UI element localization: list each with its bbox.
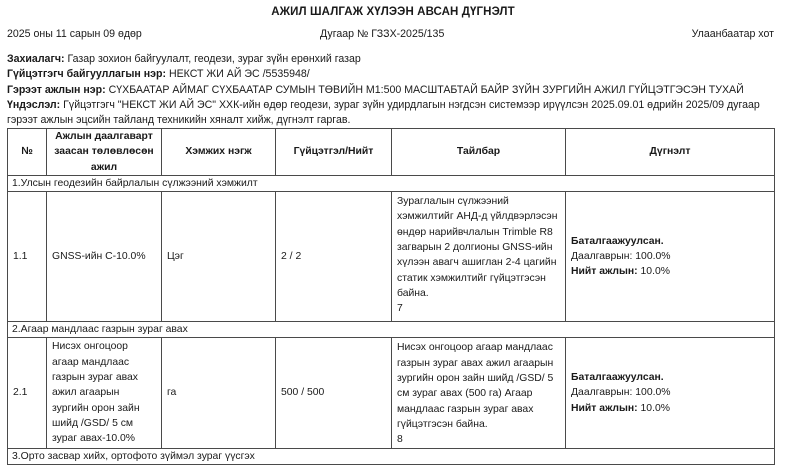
total-percent-label: Нийт ажлын: [571,402,638,414]
basis-label: Үндэслэл: [7,98,61,111]
description-note: 8 [397,434,403,446]
section-title: 1.Улсын геодезийн байрлалын сүлжээний хэмжилт [8,175,775,191]
section-title: 3.Орто засвар хийх, ортофото зүймэл зураг үүсгэх [8,448,775,464]
table-header-row [8,129,775,176]
document-date: 2025 оны 11 сарын 09 өдөр [7,28,142,40]
table-row [8,338,775,448]
info-block [7,52,777,128]
document-meta [7,28,774,42]
basis-line [7,98,777,129]
contract-line [7,83,777,98]
client-label: Захиалагч: [7,53,65,65]
basis-value: Гүйцэтгэгч "НЕКСТ ЖИ АЙ ЭС" ХХК-ийн өдөр геодези, зураг зүйн удирдлагын нэгдсэн системээр ирүүлсэн 2025.09.01 өдрийн 2025/09 дугаар гэрээт ажлын эцсийн тайланд техникийн хяналт хийж, дүгнэлт гаргав. [7,98,760,127]
description-note: 7 [397,303,403,315]
conclusion-status: Баталгаажуулсан. [571,235,664,247]
contractor-label: Гүйцэтгэгч байгууллагын нэр: [7,68,166,81]
row-no: 1.1 [8,192,47,322]
contract-label: Гэрээт ажлын нэр: [7,83,106,96]
total-percent-label: Нийт ажлын: [571,266,638,278]
task-percent-label: Даалгаврын: [571,251,633,263]
client-line [7,52,777,67]
document-number: Дугаар № ГЗЗХ-2025/135 [320,28,445,40]
client-value: Газар зохион байгуулалт, геодези, зураг зүйн ерөнхий газар [67,53,361,65]
header-task: Ажлын даалгаварт заасан төлөвлөсөн ажил [47,129,162,176]
row-task: GNSS-ийн С-10.0% [47,192,162,322]
row-progress: 500 / 500 [276,338,392,448]
total-percent: 10.0% [640,402,670,414]
report-table [7,128,775,465]
section-row [8,448,775,464]
header-conclusion: Дүгнэлт [566,129,775,176]
section-title: 2.Агаар мандлаас газрын зураг авах [8,322,775,338]
header-description: Тайлбар [392,129,566,176]
header-unit: Хэмжих нэгж [162,129,276,176]
total-percent: 10.0% [640,266,670,278]
section-row [8,322,775,338]
task-percent: 100.0% [635,387,671,399]
row-conclusion [566,192,775,322]
row-unit: Цэг [162,192,276,322]
document-city: Улаанбаатар хот [691,28,774,40]
task-percent-label: Даалгаврын: [571,387,633,399]
description-text: Нисэх онгоцоор агаар мандлаас газрын зураг авах ажил агаарын зургийн орон зайн шийд /GSD/ 5 см зураг авах (500 га) Агаар мандлаас газрын зураг авах гүйцэтгэсэн байна. [397,342,554,430]
section-row [8,175,775,191]
row-task: Нисэх онгоцоор агаар мандлаас газрын зураг авах ажил агаарын зургийн орон зайн шийд /GSD/ 5 см зураг авах-10.0% [47,338,162,448]
row-description [392,338,566,448]
row-progress: 2 / 2 [276,192,392,322]
contractor-line [7,67,777,82]
task-percent: 100.0% [635,251,671,263]
contract-value: СҮХБААТАР АЙМАГ СҮХБААТАР СУМЫН ТӨВИЙН М1:500 МАСШТАБТАЙ БАЙР ЗҮЙН ЗУРГИЙН АЖИЛ ГҮЙЦЭТГЭСЭН ТУХАЙ [108,83,744,96]
row-no: 2.1 [8,338,47,448]
conclusion-status: Баталгаажуулсан. [571,372,664,384]
description-text: Зураглалын сүлжээний хэмжилтийг АНД-д үйлдвэрлэсэн өндөр нарийвчлалын Trimble R8 загварын 2 долгионы GNSS-ийн хүлээн авагч ашиглан 2-4 цагийн статик хэмжилтийг гүйцэтгэсэн байна. [397,196,558,299]
row-unit: га [162,338,276,448]
table-row [8,192,775,322]
contractor-value: НЕКСТ ЖИ АЙ ЭС /5535948/ [168,68,310,81]
document-title: АЖИЛ ШАЛГАЖ ХҮЛЭЭН АВСАН ДҮГНЭЛТ [271,6,515,18]
header-progress: Гүйцэтгэл/Нийт [276,129,392,176]
row-conclusion [566,338,775,448]
row-description [392,192,566,322]
header-no: № [8,129,47,176]
